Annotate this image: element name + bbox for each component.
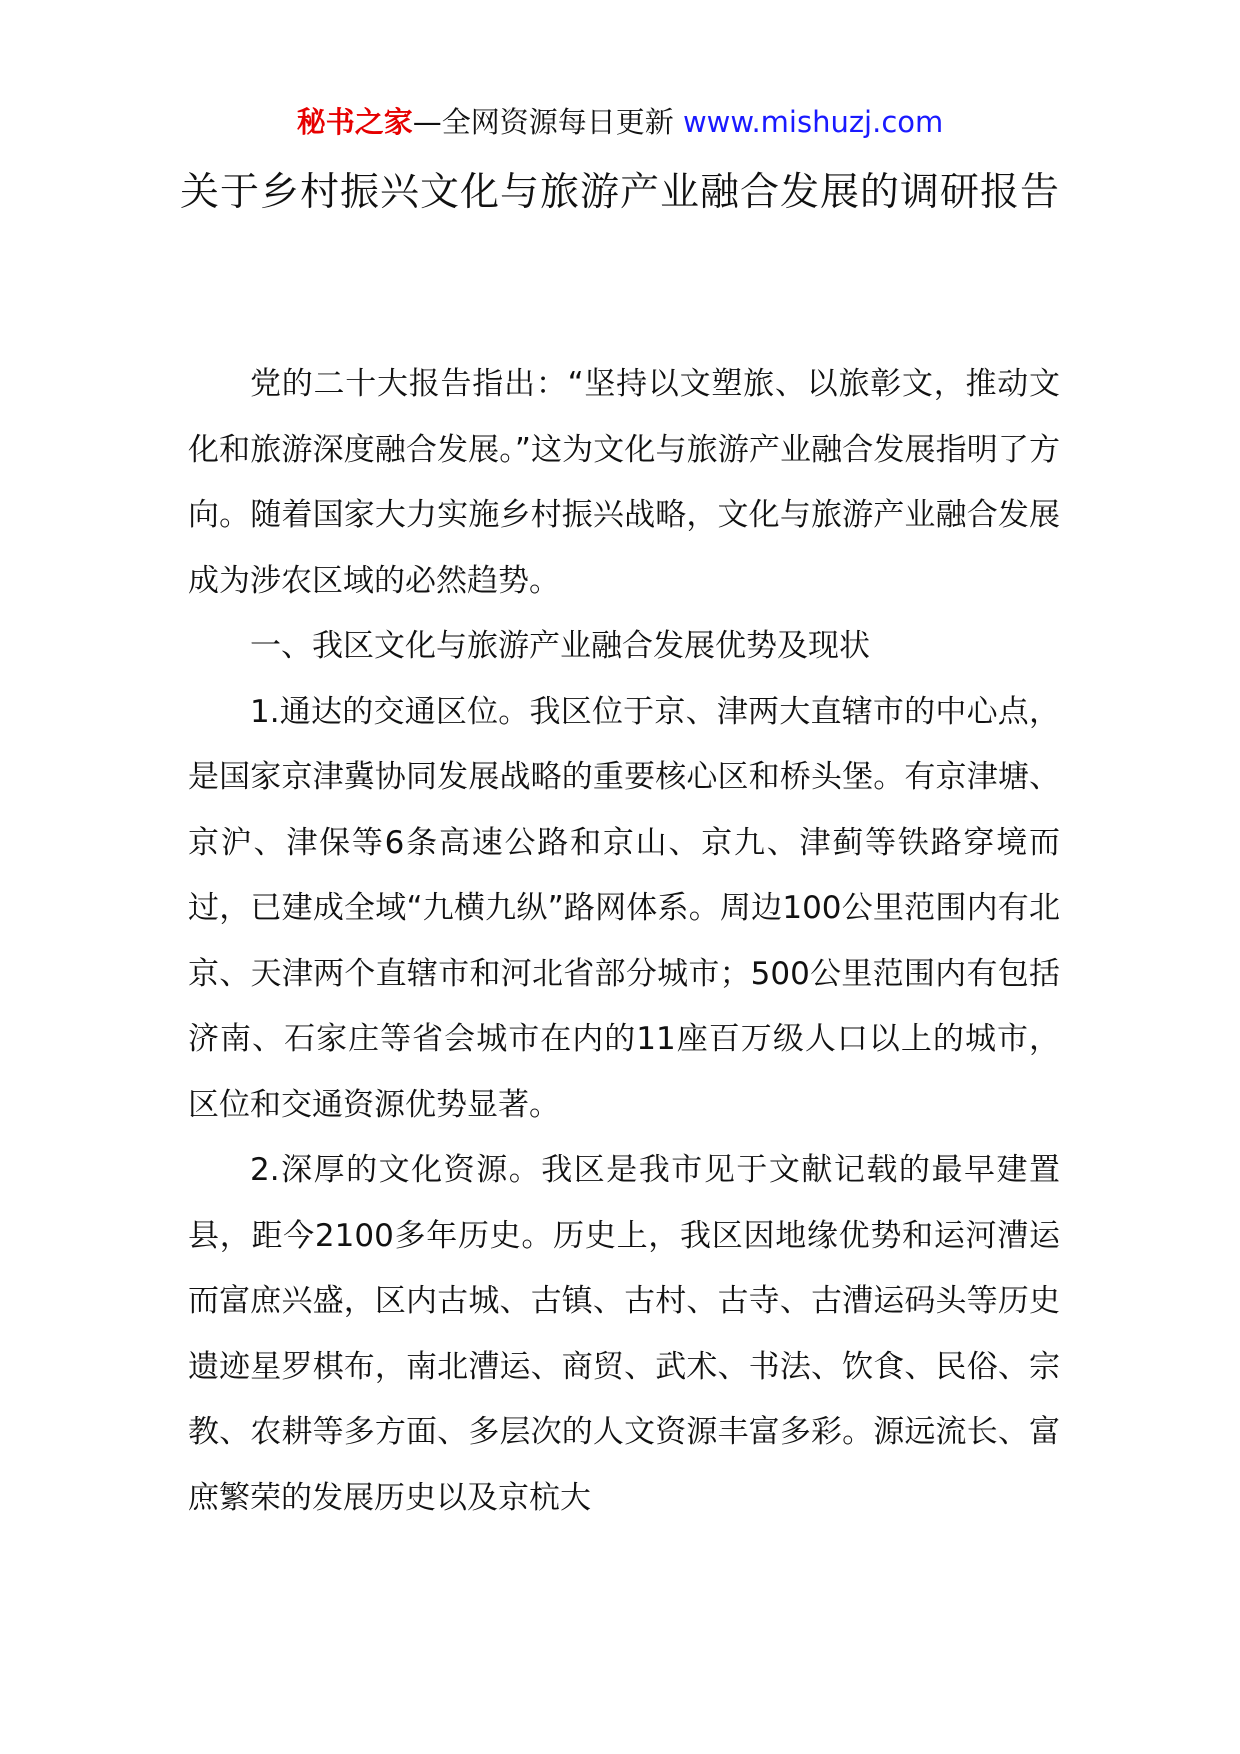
page-header — [0, 100, 1240, 144]
paragraph-transport: 1.通达的交通区位。我区位于京、津两大直辖市的中心点，是国家京津冀协同发展战略的重要核心区和桥头堡。有京津塘、京沪、津保等6条高速公路和京山、京九、津蓟等铁路穿境而过，已建成全域“九横九纵”路网体系。周边100公里范围内有北京、天津两个直辖市和河北省部分城市；500公里范围内有包括济南、石家庄等省会城市在内的11座百万级人口以上的城市，区位和交通资源优势显著。 — [188, 693, 1060, 1123]
header-tagline: —全网资源每日更新 — [412, 105, 674, 139]
header-url-link[interactable]: www.mishuzj.com — [682, 105, 944, 139]
document-body — [188, 352, 1060, 1531]
paragraph-culture: 2.深厚的文化资源。我区是我市见于文献记载的最早建置县，距今2100多年历史。历史上，我区因地缘优势和运河漕运而富庶兴盛，区内古城、古镇、古村、古寺、古漕运码头等历史遗迹星罗棋布，南北漕运、商贸、武术、书法、饮食、民俗、宗教、农耕等多方面、多层次的人文资源丰富多彩。源远流长、富庶繁荣的发展历史以及京杭大 — [188, 1152, 1060, 1516]
section-heading: 一、我区文化与旅游产业融合发展优势及现状 — [250, 628, 870, 664]
brand-name: 秘书之家 — [296, 105, 413, 139]
paragraph-intro: 党的二十大报告指出：“坚持以文塑旅、以旅彰文，推动文化和旅游深度融合发展。”这为文化与旅游产业融合发展指明了方向。随着国家大力实施乡村振兴战略，文化与旅游产业融合发展成为涉农区域的必然趋势。 — [188, 366, 1060, 599]
document-title: 关于乡村振兴文化与旅游产业融合发展的调研报告 — [179, 170, 1060, 215]
